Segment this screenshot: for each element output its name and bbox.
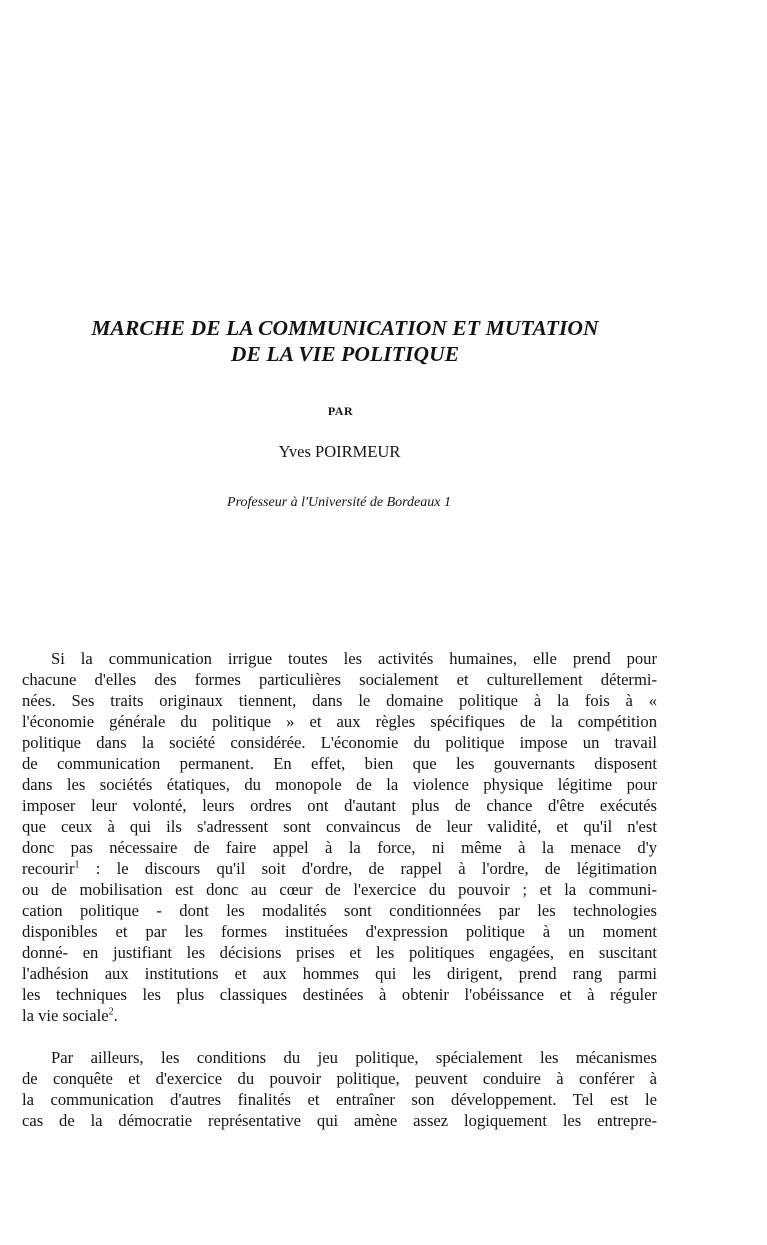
byline-par: PAR [327,404,354,418]
paragraph-line: ou de mobilisation est donc au cœur de l'exercice du pouvoir ; et la communi- [22,880,657,899]
paragraph-line: donc pas nécessaire de faire appel à la force, ni même à la menace d'y [22,838,657,857]
paragraph-line-footnote [22,858,657,879]
article-title-line-1: MARCHE DE LA COMMUNICATION ET MUTATION [91,316,599,340]
paragraph-line: l'économie générale du politique » et aux règles spécifiques de la compétition [22,712,657,731]
paragraph-line: de conquête et d'exercice du pouvoir politique, peuvent conduire à conférer à [22,1069,657,1088]
paragraph-line: de communication permanent. En effet, bien que les gouvernants disposent [22,754,657,773]
paragraph-1 [22,648,657,1026]
period: . [113,1006,118,1025]
paragraph-line: disponibles et par les formes instituées d'expression politique à un moment [22,922,657,941]
paragraph-2 [22,1047,657,1131]
paragraph-line-last [22,1005,657,1026]
footnote-ref-2[interactable]: 2 [108,1006,114,1018]
paragraph-line: donné- en justifiant les décisions prises et les politiques engagées, en suscitant [22,943,657,962]
paragraph-line: la communication d'autres finalités et entraîner son développement. Tel est le [22,1090,657,1109]
paragraph-line: dans les sociétés étatiques, du monopole de la violence physique légitime pour [22,775,657,794]
paragraph-line: cation politique - dont les modalités sont conditionnées par les technologies [22,901,657,920]
line-text: la vie sociale [22,1006,109,1025]
author-affiliation: Professeur à l'Université de Bordeaux 1 [227,495,451,510]
article-title-line-2: DE LA VIE POLITIQUE [230,342,460,366]
line-text: : le discours qu'il soit d'ordre, de rappel à l'ordre, de légitimation [79,859,657,878]
paragraph-line: nées. Ses traits originaux tiennent, dans le domaine politique à la fois à « [22,691,657,710]
paragraph-line: que ceux à qui ils s'adressent sont convaincus de leur validité, et qu'il n'est [22,817,657,836]
paragraph-line: les techniques les plus classiques destinées à obtenir l'obéissance et à réguler [22,985,657,1004]
author-name: Yves POIRMEUR [278,442,401,461]
paragraph-line: Si la communication irrigue toutes les activités humaines, elle prend pour [51,649,657,668]
footnote-ref-1[interactable]: 1 [74,859,80,871]
line-text: recourir [22,859,75,878]
paragraph-line: l'adhésion aux institutions et aux hommes qui les dirigent, prend rang parmi [22,964,657,983]
paragraph-line: chacune d'elles des formes particulières socialement et culturellement détermi- [22,670,657,689]
paragraph-line: Par ailleurs, les conditions du jeu politique, spécialement les mécanismes [51,1048,657,1067]
paragraph-line: cas de la démocratie représentative qui amène assez logiquement les entrepre- [22,1111,657,1130]
paragraph-line: politique dans la société considérée. L'économie du politique impose un travail [22,733,657,752]
paragraph-line: imposer leur volonté, leurs ordres ont d'autant plus de chance d'être exécutés [22,796,657,815]
